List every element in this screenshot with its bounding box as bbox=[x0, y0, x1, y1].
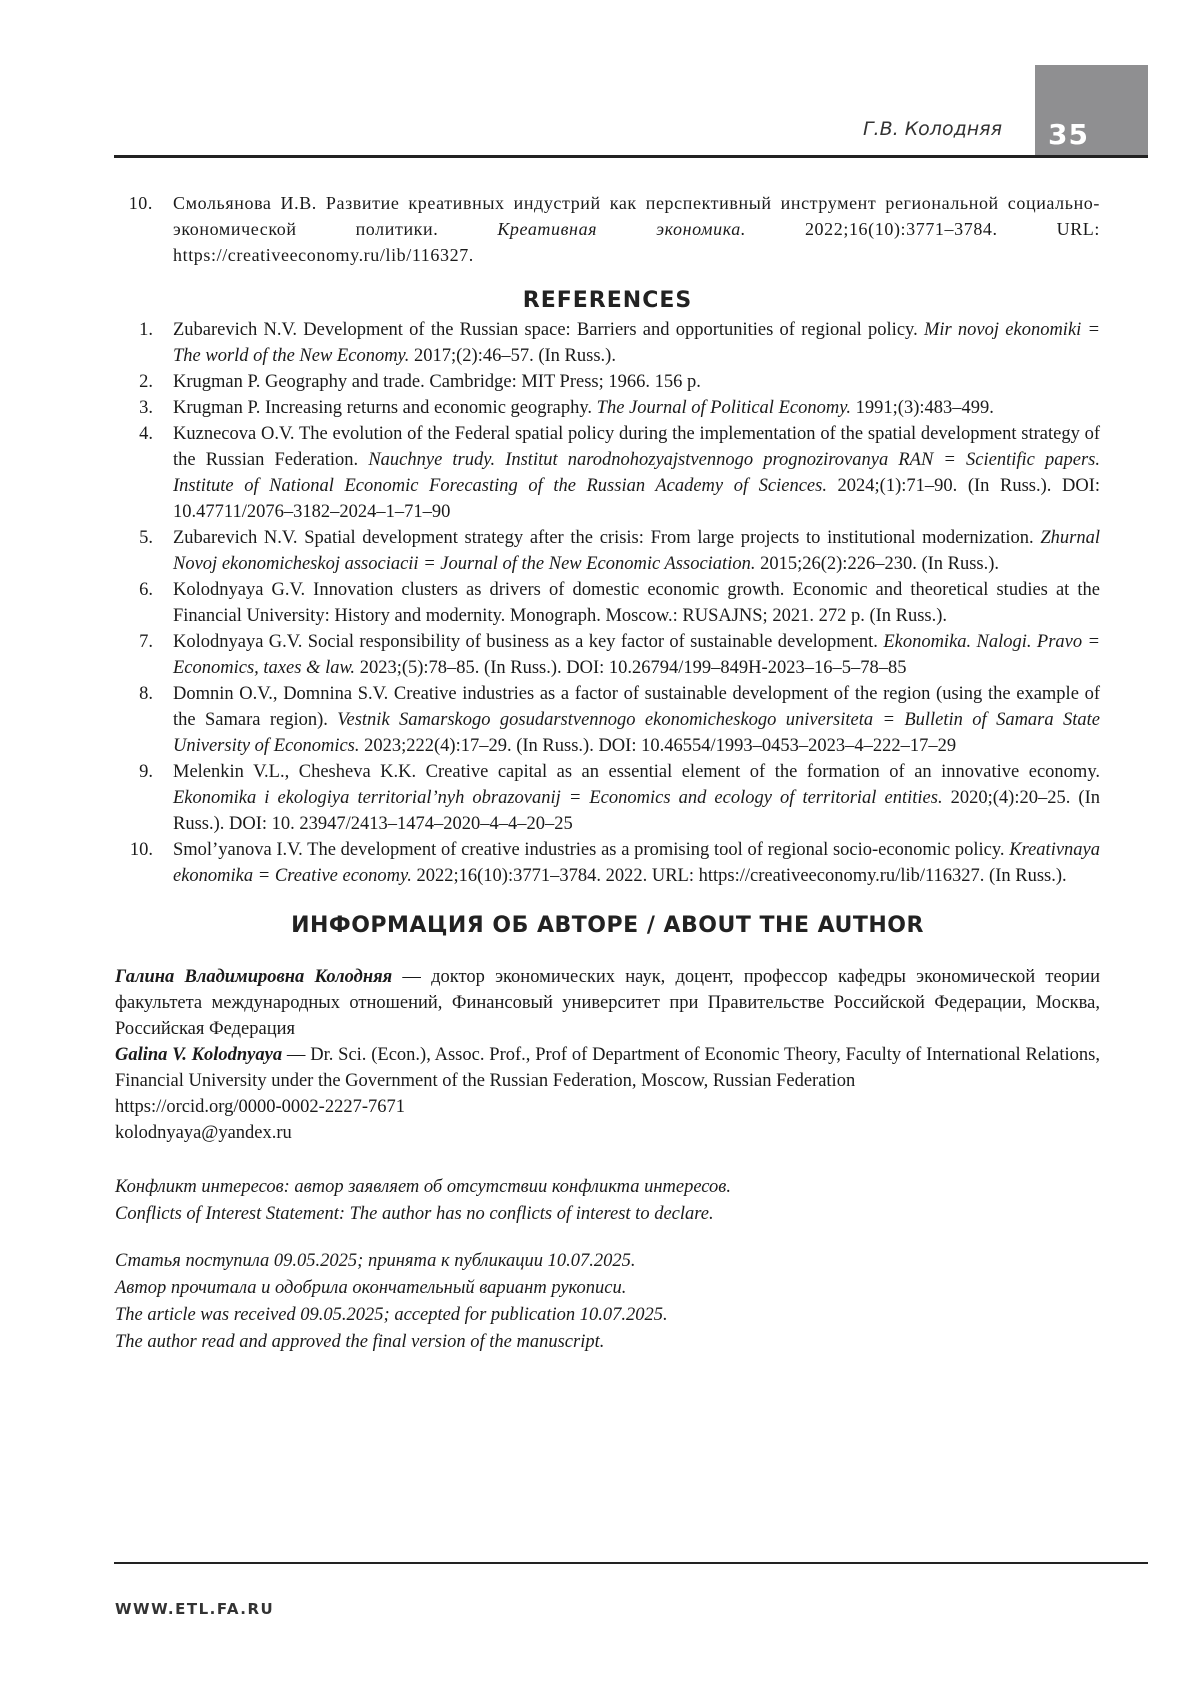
header-rule bbox=[114, 155, 1148, 158]
reference-text-tail: 2017;(2):46–57. (In Russ.). bbox=[409, 346, 616, 366]
reference-text: Kolodnyaya G.V. Innovation clusters as drivers of domestic economic growth. Economic and theoretical studies at the Financial University: History and modernity. Monograph. Moscow.: RUSAJNS; 2021. 272 p. (In Russ.). bbox=[173, 580, 1100, 626]
author-name-ru: Галина Владимировна Колодняя bbox=[115, 967, 393, 987]
reference-journal: Nauchnye trudy. Institut narodnohozyajstvennogo prognozirovanya RAN = Scientific papers. Institute of National Economic Forecasting of the Russian Academy of Sciences. bbox=[173, 450, 1100, 496]
reference-item bbox=[115, 525, 1100, 577]
reference-text-tail: 2023;(5):78–85. (In Russ.). DOI: 10.26794/199–849H-2023–16–5–78–85 bbox=[355, 658, 907, 678]
reference-number: 9. bbox=[139, 762, 153, 782]
reference-text: Kolodnyaya G.V. Social responsibility of business as a key factor of sustainable development. bbox=[173, 632, 884, 652]
reference-number: 7. bbox=[139, 632, 153, 652]
reference-text: Krugman P. Increasing returns and economic geography. bbox=[173, 398, 597, 418]
reference-item bbox=[115, 837, 1100, 889]
article-notes bbox=[115, 1174, 1100, 1356]
reference-number: 8. bbox=[139, 684, 153, 704]
reference-text: Kuznecova O.V. The evolution of the Federal spatial policy during the implementation of the spatial development strategy of the Russian Federation. bbox=[173, 424, 1100, 470]
reference-item bbox=[115, 759, 1100, 837]
reference-text-tail: 2022;16(10):3771–3784. URL: https://creativeeconomy.ru/lib/116327. bbox=[173, 219, 1100, 265]
reference-number: 3. bbox=[139, 398, 153, 418]
conflict-ru: Конфликт интересов: автор заявляет об отсутствии конфликта интересов. bbox=[115, 1177, 731, 1197]
reference-number: 6. bbox=[139, 580, 153, 600]
reference-journal: Ekonomika. Nalogi. Pravo = Economics, taxes & law. bbox=[173, 632, 1100, 678]
reference-journal: Vestnik Samarskogo gosudarstvennogo ekonomicheskogo universiteta = Bulletin of Samara State University of Economics. bbox=[173, 710, 1100, 756]
author-info bbox=[115, 964, 1100, 1146]
reference-journal: Zhurnal Novoj ekonomicheskoj associacii = Journal of the New Economic Association. bbox=[173, 528, 1100, 574]
reference-number: 10. bbox=[129, 840, 153, 860]
reference-journal: The Journal of Political Economy. bbox=[596, 398, 852, 418]
reference-number: 5. bbox=[139, 528, 153, 548]
reference-text: Domnin O.V., Domnina S.V. Creative industries as a factor of sustainable development of the region (using the example of the Samara region). bbox=[173, 684, 1100, 730]
reference-text: Krugman P. Geography and trade. Cambridge: MIT Press; 1966. 156 p. bbox=[173, 372, 701, 392]
reference-text: Смольянова И.В. Развитие креативных индустрий как перспективный инструмент региональной социально-экономической политики. bbox=[173, 193, 1100, 239]
author-orcid[interactable]: https://orcid.org/0000-0002-2227-7671 bbox=[115, 1097, 405, 1117]
reference-journal: Mir novoj ekonomiki = The world of the New Economy. bbox=[173, 320, 1101, 366]
reference-item bbox=[115, 317, 1100, 369]
references-list bbox=[115, 317, 1100, 889]
reference-text: Zubarevich N.V. Development of the Russian space: Barriers and opportunities of regional policy. bbox=[173, 320, 924, 340]
author-desc-ru: — доктор экономических наук, доцент, профессор кафедры экономической теории факультета международных отношений, Финансовый университет при Правительстве Российской Федерации, Москва, Российская Федерация bbox=[115, 967, 1100, 1039]
reference-item bbox=[115, 395, 1100, 421]
author-name-en: Galina V. Kolodnyaya bbox=[115, 1045, 283, 1065]
running-head-author: Г.В. Колодняя bbox=[862, 118, 1002, 140]
reference-item bbox=[115, 421, 1100, 525]
reference-text: Smol’yanova I.V. The development of creative industries as a promising tool of regional socio-economic policy. bbox=[173, 840, 1010, 860]
page-number: 35 bbox=[1048, 118, 1089, 151]
reference-text-tail: 2024;(1):71–90. (In Russ.). DOI: 10.47711/2076–3182–2024–1–71–90 bbox=[173, 476, 1100, 522]
reference-ru-10 bbox=[115, 190, 1100, 268]
author-email[interactable]: kolodnyaya@yandex.ru bbox=[115, 1123, 292, 1143]
author-info-title: ИНФОРМАЦИЯ ОБ АВТОРЕ / ABOUT THE AUTHOR bbox=[291, 913, 924, 938]
reference-text-tail: 2015;26(2):226–230. (In Russ.). bbox=[755, 554, 1000, 574]
conflict-en: Conflicts of Interest Statement: The author has no conflicts of interest to declare. bbox=[115, 1204, 714, 1224]
received-en: The article was received 09.05.2025; accepted for publication 10.07.2025. bbox=[115, 1305, 668, 1325]
reference-number: 10. bbox=[128, 193, 153, 213]
reference-text: Melenkin V.L., Chesheva K.K. Creative capital as an essential element of the formation of an innovative economy. bbox=[173, 762, 1100, 782]
reference-item bbox=[115, 681, 1100, 759]
reference-journal: Креативная экономика. bbox=[497, 219, 746, 239]
footer-rule bbox=[114, 1562, 1148, 1564]
reference-item bbox=[115, 629, 1100, 681]
page-content bbox=[115, 190, 1100, 1356]
received-ru: Статья поступила 09.05.2025; принята к публикации 10.07.2025. bbox=[115, 1251, 636, 1271]
reference-item bbox=[115, 577, 1100, 629]
reference-journal: Kreativnaya ekonomika = Creative economy. bbox=[173, 840, 1100, 886]
reference-text-tail: 2022;16(10):3771–3784. 2022. URL: https://creativeeconomy.ru/lib/116327. (In Russ.). bbox=[411, 866, 1067, 886]
reference-item bbox=[115, 369, 1100, 395]
reference-number: 4. bbox=[139, 424, 153, 444]
approved-en: The author read and approved the final version of the manuscript. bbox=[115, 1332, 605, 1352]
reference-number: 2. bbox=[139, 372, 153, 392]
reference-journal: Ekonomika i ekologiya territorial’nyh obrazovanij = Economics and ecology of territorial entities. bbox=[173, 788, 943, 808]
approved-ru: Автор прочитала и одобрила окончательный вариант рукописи. bbox=[115, 1278, 627, 1298]
references-title: REFERENCES bbox=[522, 288, 693, 313]
author-ru bbox=[115, 964, 1100, 1042]
reference-text-tail: 2020;(4):20–25. (In Russ.). DOI: 10. 23947/2413–1474–2020–4–4–20–25 bbox=[173, 788, 1100, 834]
author-desc-en: — Dr. Sci. (Econ.), Assoc. Prof., Prof of Department of Economic Theory, Faculty of International Relations, Financial University under the Government of the Russian Federation, Moscow, Russian Federation bbox=[115, 1045, 1100, 1091]
footer-url[interactable]: WWW.ETL.FA.RU bbox=[115, 1600, 275, 1618]
author-en bbox=[115, 1042, 1100, 1094]
reference-text-tail: 2023;222(4):17–29. (In Russ.). DOI: 10.46554/1993–0453–2023–4–222–17–29 bbox=[359, 736, 957, 756]
reference-number: 1. bbox=[139, 320, 153, 340]
reference-text-tail: 1991;(3):483–499. bbox=[851, 398, 994, 418]
reference-text: Zubarevich N.V. Spatial development strategy after the crisis: From large projects to institutional modernization. bbox=[173, 528, 1041, 548]
